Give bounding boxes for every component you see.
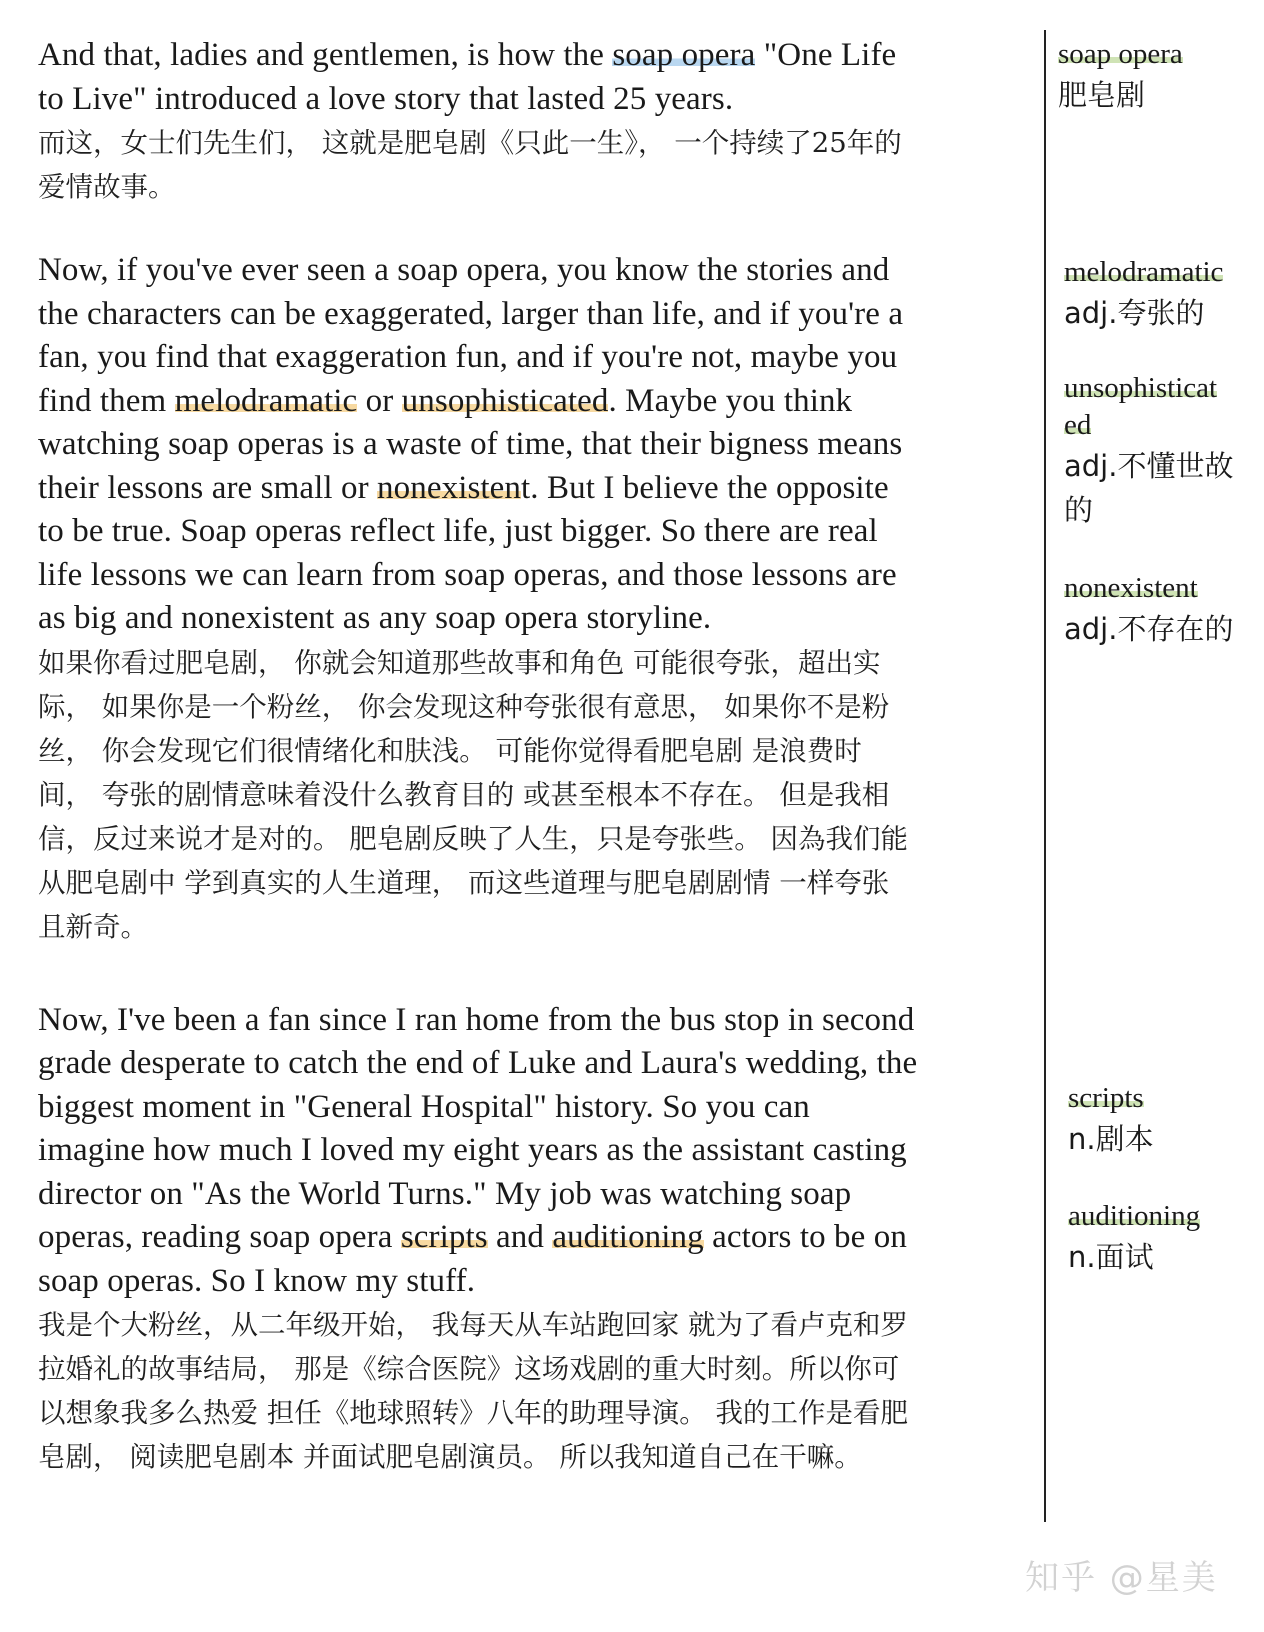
chinese-line: 信，反过来说才是对的。 肥皂剧反映了人生，只是夸张些。 因為我们能 <box>38 822 908 855</box>
vocab-word <box>1064 570 1264 607</box>
english-line: fan, you find that exaggeration fun, and if you're not, maybe you <box>38 339 898 375</box>
column-divider <box>1044 30 1046 1522</box>
highlight-scripts: scripts <box>400 1219 488 1255</box>
vocab-word-text: ed <box>1064 409 1092 441</box>
highlight-nonexistent: nonexisten <box>377 469 522 506</box>
english-line <box>38 467 1038 511</box>
text-span: actors to be on <box>703 1219 907 1255</box>
watermark: 知乎 @星美 <box>1025 1558 1218 1598</box>
vocab-note-scripts <box>1068 1080 1264 1161</box>
chinese-line: 丝， 你会发现它们很情绪化和肤浅。 可能你觉得看肥皂剧 是浪费时 <box>38 734 862 767</box>
chinese-line: 而这，女士们先生们， 这就是肥皂剧《只此一生》， 一个持续了25年的 <box>38 127 902 159</box>
chinese-line: 皂剧， 阅读肥皂剧本 并面试肥皂剧演员。 所以我知道自己在干嘛。 <box>38 1441 862 1473</box>
english-line: life lessons we can learn from soap operas, and those lessons are <box>38 556 897 593</box>
english-line: biggest moment in "General Hospital" history. So you can <box>38 1088 810 1125</box>
vocab-word-text: soap opera <box>1058 38 1183 70</box>
paragraph-1 <box>38 34 1038 209</box>
text-span: . Maybe you think <box>608 382 853 419</box>
text-span: their lessons are small or <box>38 469 378 506</box>
highlight-soap-opera: soap opera <box>612 37 756 73</box>
english-line: Now, if you've ever seen a soap opera, you know the stories and <box>38 252 890 288</box>
text-span: and <box>487 1219 553 1255</box>
vocab-word <box>1064 254 1264 291</box>
vocab-word-text: melodramatic <box>1064 256 1224 288</box>
english-line <box>38 34 1038 78</box>
text-span: or <box>357 382 402 419</box>
chinese-line: 爱情故事。 <box>38 171 176 203</box>
vocab-word <box>1068 1080 1264 1117</box>
vocab-word <box>1058 36 1258 73</box>
english-line <box>38 380 1038 424</box>
vocab-definition: 肥皂剧 <box>1058 78 1146 112</box>
highlight-unsophisticated: unsophisticated <box>401 382 609 419</box>
text-span: t. But I believe the opposite <box>521 469 889 506</box>
highlight-auditioning: auditioning <box>552 1219 704 1255</box>
vocab-definition: n.面试 <box>1068 1240 1154 1274</box>
chinese-line: 从肥皂剧中 学到真实的人生道理， 而这些道理与肥皂剧剧情 一样夸张 <box>38 866 890 899</box>
vocab-definition: adj.不存在的 <box>1064 612 1234 646</box>
vocab-note-melodramatic <box>1064 254 1264 335</box>
chinese-line: 以想象我多么热爱 担任《地球照转》八年的助理导演。 我的工作是看肥 <box>38 1397 908 1429</box>
main-text-column <box>38 34 1038 1479</box>
english-line: Now, I've been a fan since I ran home from the bus stop in second <box>38 1001 915 1038</box>
english-line: the characters can be exaggerated, larger than life, and if you're a <box>38 295 904 332</box>
text-span: "One Life <box>755 37 897 73</box>
vocab-word <box>1064 407 1264 444</box>
english-line: to be true. Soap operas reflect life, just bigger. So there are real <box>38 513 878 549</box>
vocab-word-text: unsophisticat <box>1064 372 1218 404</box>
vocab-definition: 的 <box>1064 493 1094 527</box>
vocab-definition: adj.不懂世故 <box>1064 449 1234 483</box>
vocab-word-text: scripts <box>1068 1082 1144 1114</box>
english-line: imagine how much I loved my eight years as the assistant casting <box>38 1132 907 1168</box>
english-line: as big and nonexistent as any soap opera storyline. <box>38 600 712 636</box>
vocab-word <box>1064 370 1264 407</box>
chinese-line: 际， 如果你是一个粉丝， 你会发现这种夸张很有意思， 如果你不是粉 <box>38 690 890 723</box>
chinese-line: 拉婚礼的故事结局， 那是《综合医院》这场戏剧的重大时刻。所以你可 <box>38 1353 900 1385</box>
english-line: watching soap operas is a waste of time, that their bigness means <box>38 426 903 462</box>
vocab-note-auditioning <box>1068 1198 1264 1279</box>
vocab-word-text: auditioning <box>1068 1200 1201 1232</box>
paragraph-3 <box>38 999 1038 1480</box>
english-line: soap operas. So I know my stuff. <box>38 1262 476 1299</box>
english-line <box>38 1216 1038 1260</box>
text-span: find them <box>38 382 175 419</box>
paragraph-2 <box>38 249 1038 949</box>
vocab-definition: n.剧本 <box>1068 1122 1154 1156</box>
text-span: operas, reading soap opera <box>38 1219 401 1255</box>
english-line: to Live" introduced a love story that lasted 25 years. <box>38 80 734 117</box>
highlight-melodramatic: melodramatic <box>174 382 358 419</box>
english-line: director on "As the World Turns." My job was watching soap <box>38 1175 852 1212</box>
chinese-line: 我是个大粉丝，从二年级开始， 我每天从车站跑回家 就为了看卢克和罗 <box>38 1309 908 1341</box>
english-line: grade desperate to catch the end of Luke and Laura's wedding, the <box>38 1045 918 1081</box>
text-span: And that, ladies and gentlemen, is how the <box>38 37 613 73</box>
vocab-word-text: nonexistent <box>1064 572 1198 604</box>
chinese-line: 如果你看过肥皂剧， 你就会知道那些故事和角色 可能很夸张，超出实 <box>38 646 881 679</box>
vocab-note-unsophisticated <box>1064 370 1264 532</box>
vocab-note-nonexistent <box>1064 570 1264 651</box>
vocab-note-soap-opera <box>1058 36 1258 117</box>
chinese-line: 且新奇。 <box>38 910 148 943</box>
vocab-word <box>1068 1198 1264 1235</box>
vocab-definition: adj.夸张的 <box>1064 296 1205 330</box>
chinese-line: 间， 夸张的剧情意味着没什么教育目的 或甚至根本不存在。 但是我相 <box>38 778 890 811</box>
